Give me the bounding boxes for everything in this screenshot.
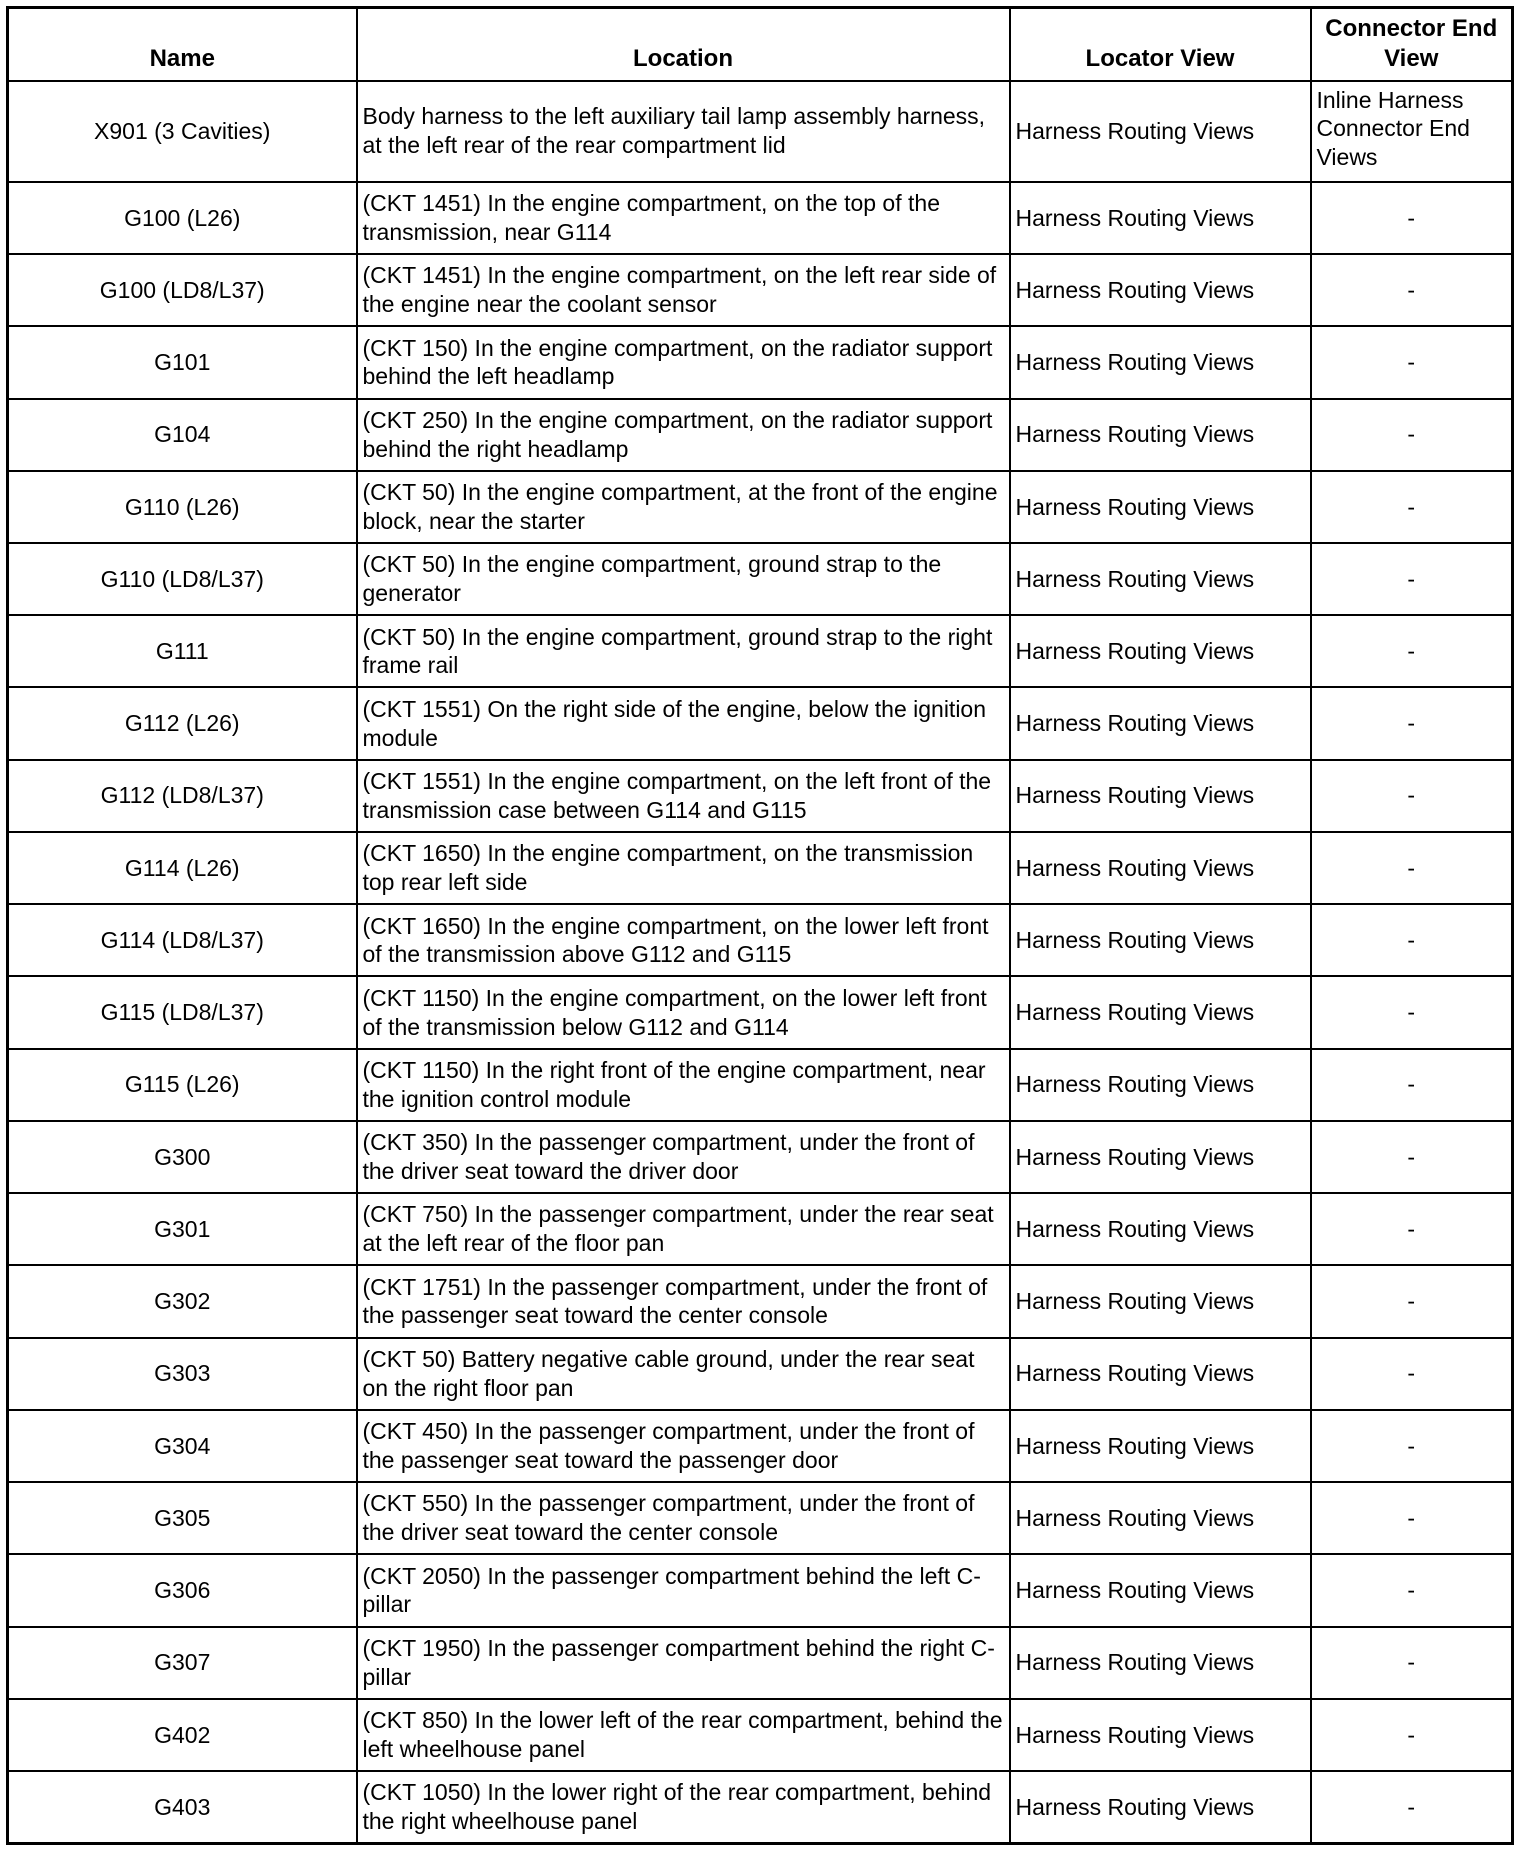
cell-locator-view: Harness Routing Views <box>1010 1410 1311 1482</box>
cell-locator-view: Harness Routing Views <box>1010 254 1311 326</box>
cell-connector-end-view: - <box>1311 399 1513 471</box>
cell-location: (CKT 1551) On the right side of the engine, below the ignition module <box>357 687 1010 759</box>
cell-name: G111 <box>8 615 357 687</box>
cell-locator-view: Harness Routing Views <box>1010 471 1311 543</box>
cell-location: (CKT 550) In the passenger compartment, under the front of the driver seat toward the center console <box>357 1482 1010 1554</box>
cell-location: (CKT 2050) In the passenger compartment behind the left C-pillar <box>357 1554 1010 1626</box>
cell-name: G306 <box>8 1554 357 1626</box>
table-row <box>8 1265 1513 1337</box>
cell-locator-view: Harness Routing Views <box>1010 81 1311 182</box>
cell-name: G300 <box>8 1121 357 1193</box>
table-row <box>8 471 1513 543</box>
cell-name: G100 (L26) <box>8 182 357 254</box>
table-header-row <box>8 8 1513 81</box>
table-row <box>8 1049 1513 1121</box>
cell-location: (CKT 150) In the engine compartment, on the radiator support behind the left headlamp <box>357 326 1010 398</box>
cell-locator-view: Harness Routing Views <box>1010 1699 1311 1771</box>
cell-locator-view: Harness Routing Views <box>1010 1771 1311 1844</box>
cell-location: (CKT 750) In the passenger compartment, under the rear seat at the left rear of the floor pan <box>357 1193 1010 1265</box>
cell-locator-view: Harness Routing Views <box>1010 1121 1311 1193</box>
cell-connector-end-view: - <box>1311 1627 1513 1699</box>
table-row <box>8 1338 1513 1410</box>
cell-connector-end-view: - <box>1311 760 1513 832</box>
table-row <box>8 1410 1513 1482</box>
table-row <box>8 904 1513 976</box>
cell-name: G403 <box>8 1771 357 1844</box>
header-name: Name <box>8 8 357 81</box>
cell-name: G104 <box>8 399 357 471</box>
table-body <box>8 81 1513 1844</box>
cell-locator-view: Harness Routing Views <box>1010 543 1311 615</box>
cell-locator-view: Harness Routing Views <box>1010 1627 1311 1699</box>
table-row <box>8 1482 1513 1554</box>
cell-locator-view: Harness Routing Views <box>1010 615 1311 687</box>
cell-location: (CKT 1751) In the passenger compartment, under the front of the passenger seat toward the center console <box>357 1265 1010 1337</box>
cell-connector-end-view: - <box>1311 1121 1513 1193</box>
cell-locator-view: Harness Routing Views <box>1010 687 1311 759</box>
cell-locator-view: Harness Routing Views <box>1010 1554 1311 1626</box>
table-row <box>8 182 1513 254</box>
cell-location: Body harness to the left auxiliary tail lamp assembly harness, at the left rear of the rear compartment lid <box>357 81 1010 182</box>
table-row <box>8 1193 1513 1265</box>
table-row <box>8 687 1513 759</box>
table-row <box>8 615 1513 687</box>
cell-locator-view: Harness Routing Views <box>1010 1482 1311 1554</box>
cell-name: G112 (L26) <box>8 687 357 759</box>
cell-location: (CKT 350) In the passenger compartment, under the front of the driver seat toward the driver door <box>357 1121 1010 1193</box>
header-location: Location <box>357 8 1010 81</box>
cell-name: G114 (LD8/L37) <box>8 904 357 976</box>
cell-connector-end-view: - <box>1311 976 1513 1048</box>
cell-location: (CKT 1950) In the passenger compartment behind the right C-pillar <box>357 1627 1010 1699</box>
cell-location: (CKT 450) In the passenger compartment, under the front of the passenger seat toward the passenger door <box>357 1410 1010 1482</box>
cell-name: G307 <box>8 1627 357 1699</box>
cell-connector-end-view: - <box>1311 471 1513 543</box>
cell-locator-view: Harness Routing Views <box>1010 832 1311 904</box>
cell-locator-view: Harness Routing Views <box>1010 326 1311 398</box>
cell-connector-end-view: - <box>1311 182 1513 254</box>
cell-connector-end-view: - <box>1311 1193 1513 1265</box>
cell-name: G115 (L26) <box>8 1049 357 1121</box>
table-row <box>8 832 1513 904</box>
table-row <box>8 543 1513 615</box>
table-row <box>8 1699 1513 1771</box>
header-locator-view: Locator View <box>1010 8 1311 81</box>
cell-connector-end-view: - <box>1311 1482 1513 1554</box>
cell-location: (CKT 1551) In the engine compartment, on the left front of the transmission case between G114 and G115 <box>357 760 1010 832</box>
cell-connector-end-view: - <box>1311 543 1513 615</box>
table-row <box>8 254 1513 326</box>
cell-locator-view: Harness Routing Views <box>1010 1193 1311 1265</box>
cell-location: (CKT 50) In the engine compartment, ground strap to the generator <box>357 543 1010 615</box>
cell-location: (CKT 50) In the engine compartment, at the front of the engine block, near the starter <box>357 471 1010 543</box>
cell-name: G114 (L26) <box>8 832 357 904</box>
cell-connector-end-view: Inline Harness Connector End Views <box>1311 81 1513 182</box>
cell-name: G110 (L26) <box>8 471 357 543</box>
cell-name: G301 <box>8 1193 357 1265</box>
cell-locator-view: Harness Routing Views <box>1010 976 1311 1048</box>
cell-name: X901 (3 Cavities) <box>8 81 357 182</box>
cell-location: (CKT 850) In the lower left of the rear compartment, behind the left wheelhouse panel <box>357 1699 1010 1771</box>
table-row <box>8 1121 1513 1193</box>
cell-connector-end-view: - <box>1311 687 1513 759</box>
cell-name: G110 (LD8/L37) <box>8 543 357 615</box>
cell-location: (CKT 1451) In the engine compartment, on the left rear side of the engine near the coolant sensor <box>357 254 1010 326</box>
cell-location: (CKT 250) In the engine compartment, on the radiator support behind the right headlamp <box>357 399 1010 471</box>
cell-location: (CKT 50) In the engine compartment, ground strap to the right frame rail <box>357 615 1010 687</box>
cell-location: (CKT 1150) In the engine compartment, on the lower left front of the transmission below G112 and G114 <box>357 976 1010 1048</box>
cell-name: G303 <box>8 1338 357 1410</box>
table-row <box>8 1554 1513 1626</box>
cell-connector-end-view: - <box>1311 1338 1513 1410</box>
connector-location-table <box>6 6 1514 1845</box>
cell-locator-view: Harness Routing Views <box>1010 904 1311 976</box>
table-row <box>8 1627 1513 1699</box>
cell-name: G100 (LD8/L37) <box>8 254 357 326</box>
cell-locator-view: Harness Routing Views <box>1010 182 1311 254</box>
cell-connector-end-view: - <box>1311 1265 1513 1337</box>
cell-location: (CKT 1650) In the engine compartment, on the lower left front of the transmission above G112 and G115 <box>357 904 1010 976</box>
cell-location: (CKT 1150) In the right front of the engine compartment, near the ignition control module <box>357 1049 1010 1121</box>
cell-location: (CKT 1650) In the engine compartment, on the transmission top rear left side <box>357 832 1010 904</box>
cell-name: G302 <box>8 1265 357 1337</box>
cell-connector-end-view: - <box>1311 832 1513 904</box>
cell-locator-view: Harness Routing Views <box>1010 1049 1311 1121</box>
cell-connector-end-view: - <box>1311 1699 1513 1771</box>
table-row <box>8 760 1513 832</box>
header-connector-end-view: Connector End View <box>1311 8 1513 81</box>
cell-connector-end-view: - <box>1311 326 1513 398</box>
cell-locator-view: Harness Routing Views <box>1010 760 1311 832</box>
cell-connector-end-view: - <box>1311 1554 1513 1626</box>
cell-name: G305 <box>8 1482 357 1554</box>
cell-connector-end-view: - <box>1311 1410 1513 1482</box>
cell-name: G115 (LD8/L37) <box>8 976 357 1048</box>
table-row <box>8 1771 1513 1844</box>
cell-name: G304 <box>8 1410 357 1482</box>
table-row <box>8 81 1513 182</box>
cell-location: (CKT 50) Battery negative cable ground, under the rear seat on the right floor pan <box>357 1338 1010 1410</box>
cell-location: (CKT 1050) In the lower right of the rear compartment, behind the right wheelhouse panel <box>357 1771 1010 1844</box>
table-row <box>8 976 1513 1048</box>
cell-connector-end-view: - <box>1311 904 1513 976</box>
cell-connector-end-view: - <box>1311 254 1513 326</box>
cell-locator-view: Harness Routing Views <box>1010 1338 1311 1410</box>
cell-connector-end-view: - <box>1311 1771 1513 1844</box>
cell-name: G112 (LD8/L37) <box>8 760 357 832</box>
cell-connector-end-view: - <box>1311 1049 1513 1121</box>
table-row <box>8 326 1513 398</box>
cell-connector-end-view: - <box>1311 615 1513 687</box>
cell-name: G101 <box>8 326 357 398</box>
cell-location: (CKT 1451) In the engine compartment, on the top of the transmission, near G114 <box>357 182 1010 254</box>
table-row <box>8 399 1513 471</box>
cell-locator-view: Harness Routing Views <box>1010 399 1311 471</box>
cell-name: G402 <box>8 1699 357 1771</box>
cell-locator-view: Harness Routing Views <box>1010 1265 1311 1337</box>
